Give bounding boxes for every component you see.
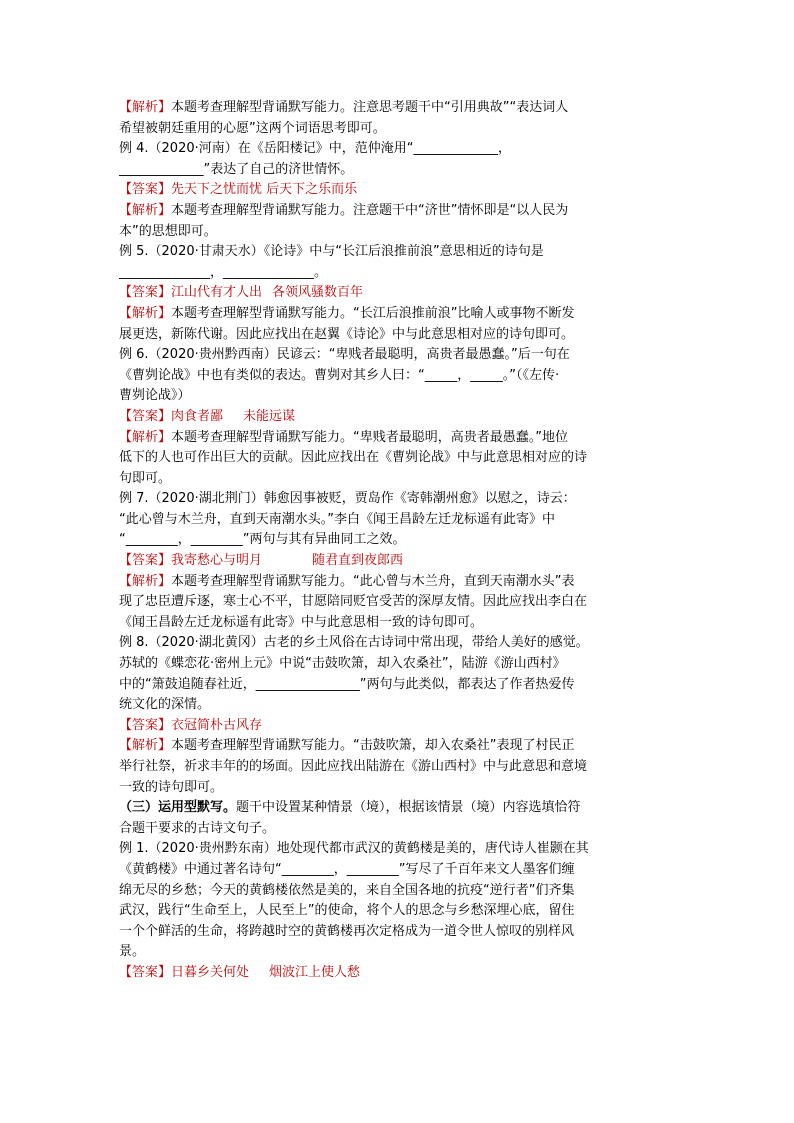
- line-text: 一个个鲜活的生命，将跨越时空的黄鹤楼再次定格成为一道令世人惊叹的别样风: [119, 923, 575, 939]
- answer-text: 江山代有才人出: [171, 285, 263, 301]
- answer-tag: 【答案】: [119, 408, 172, 424]
- analysis-tag: 【解析】: [119, 573, 172, 589]
- line-text: 合题干要求的古诗文句子。: [119, 820, 276, 836]
- line-text: 统文化的深情。: [119, 697, 211, 713]
- line-text: 现了忠臣遭斥逐，寒士心不平，甘愿陪同贬官受苦的深厚友情。因此应找出李白在: [119, 594, 588, 610]
- text-line: [119, 119, 679, 140]
- text-line: [119, 448, 679, 469]
- answer-text: 肉食者鄙: [171, 408, 224, 424]
- text-line: [119, 757, 679, 778]
- analysis-tag: 【解析】: [119, 202, 172, 218]
- text-line: [119, 530, 679, 551]
- section-heading: （三）运用型默写。: [119, 800, 237, 816]
- text-line: [119, 654, 679, 675]
- line-text: 《曹刿论战》中也有类似的表达。曹刿对其乡人曰：“_____，_____。”（《左传·: [119, 367, 560, 383]
- text-line: [119, 633, 679, 654]
- text-line: [119, 386, 679, 407]
- text-line: [119, 325, 679, 346]
- line-text: _____________”表达了自己的济世情怀。: [119, 161, 354, 177]
- line-text: 曹刿论战》）: [119, 388, 191, 404]
- line-text: 举行社祭，祈求丰年的的场面。因此应找出陆游在《游山西村》中与此意思和意境: [119, 759, 588, 774]
- line-text: 景。: [119, 944, 146, 960]
- line-text: 希望被朝廷重用的心愿”这两个词语思考即可。: [119, 120, 386, 136]
- line-text: 本题考查理解型背诵默写能力。注意题干中“济世”情怀即是“以人民为: [171, 202, 569, 218]
- answer-line: [119, 407, 679, 428]
- answer-tag: 【答案】: [119, 964, 172, 980]
- text-line: [119, 839, 679, 860]
- text-line: [119, 613, 679, 634]
- line-text: 《黄鹤楼》中通过著名诗句“________，________”写尽了千百年来文人墨客们缠: [119, 861, 575, 877]
- line-text: 展更迭，新陈代谢。因此应找出在赵翼《诗论》中与此意思相对应的诗句即可。: [119, 326, 575, 342]
- answer-text-2: 烟波江上使人愁: [269, 964, 361, 980]
- answer-tag: 【答案】: [119, 717, 172, 733]
- line-text: 中的“箫鼓追随春社近，________________”两句与此类似，都表达了作者热爱传: [119, 676, 575, 692]
- analysis-tag: 【解析】: [119, 305, 172, 321]
- answer-line: [119, 180, 679, 201]
- text-line: [119, 901, 679, 922]
- line-text: 本题考查理解型背诵默写能力。“卑贱者最聪明，高贵者最愚蠢。”地位: [171, 429, 568, 445]
- line-text: 例 1.（2020·贵州黔东南）地处现代都市武汉的黄鹤楼是美的，唐代诗人崔颢在其: [119, 841, 589, 857]
- line-text: 苏轼的《蝶恋花·密州上元》中说“击鼓吹箫，却入农桑社”，陆游《游山西村》: [119, 656, 566, 672]
- text-line: [119, 881, 679, 902]
- analysis-tag: 【解析】: [119, 738, 172, 754]
- text-line: [119, 695, 679, 716]
- line-text: 本题考查理解型背诵默写能力。注意思考题干中“引用典故”“表达词人: [171, 100, 569, 115]
- answer-line: [119, 716, 679, 737]
- line-text: 绵无尽的乡愁；今天的黄鹤楼依然是美的，来自全国各地的抗疫“逆行者”们齐集: [119, 882, 575, 898]
- answer-text: 先天下之忧而忧 后天下之乐而乐: [171, 182, 358, 198]
- text-line: [119, 98, 679, 119]
- line-text: 例 7.（2020·湖北荆门）韩愈因事被贬，贾岛作《寄韩潮州愈》以慰之，诗云：: [119, 491, 576, 507]
- text-line: [119, 222, 679, 243]
- answer-text: 衣冠简朴古风存: [171, 717, 263, 733]
- line-text: 句即可。: [119, 470, 172, 486]
- document-page: [119, 98, 679, 984]
- text-line: [119, 942, 679, 963]
- line-text: 例 8.（2020·湖北黄冈）古老的乡土风俗在古诗词中常出现，带给人美好的感觉。: [119, 635, 589, 651]
- text-line: [119, 489, 679, 510]
- text-line: [119, 510, 679, 531]
- answer-text: 日暮乡关何处: [171, 964, 250, 980]
- answer-text-2: 随君直到夜郎西: [312, 553, 404, 569]
- line-text: 例 5.（2020·甘肃天水）《论诗》中与“长江后浪推前浪”意思相近的诗句是: [119, 244, 544, 260]
- line-text: 例 4.（2020·河南）在《岳阳楼记》中，范仲淹用“_____________，: [119, 141, 511, 157]
- text-line: [119, 592, 679, 613]
- answer-line: [119, 283, 679, 304]
- answer-tag: 【答案】: [119, 182, 172, 198]
- line-text: 《闻王昌龄左迁龙标遥有此寄》中与此意思相一致的诗句即可。: [119, 614, 484, 630]
- answer-text: 我寄愁心与明月: [171, 553, 263, 569]
- line-text: 例 6.（2020·贵州黔西南）民谚云：“卑贱者最聪明，高贵者最愚蠢。”后一句在: [119, 347, 570, 363]
- line-text: 题干中设置某种情景（境），根据该情景（境）内容选填恰符: [236, 800, 581, 816]
- line-text: 本题考查理解型背诵默写能力。“此心曾与木兰舟，直到天南潮水头”表: [171, 573, 575, 589]
- text-line: [119, 469, 679, 490]
- line-text: 武汉，践行“生命至上，人民至上”的使命，将个人的思念与乡愁深埋心底，留住: [119, 903, 575, 919]
- line-text: 本题考查理解型背诵默写能力。“击鼓吹箫，却入农桑社”表现了村民正: [171, 738, 575, 754]
- text-line: [119, 242, 679, 263]
- text-line: [119, 201, 679, 222]
- line-text: 一致的诗句即可。: [119, 779, 224, 795]
- text-line: [119, 428, 679, 449]
- text-line: [119, 139, 679, 160]
- section-heading-line: [119, 798, 679, 819]
- text-line: [119, 675, 679, 696]
- line-text: 本”的思想即可。: [119, 223, 217, 239]
- text-line: [119, 304, 679, 325]
- answer-line: [119, 963, 679, 984]
- text-line: [119, 922, 679, 943]
- text-line: [119, 819, 679, 840]
- line-text: 本题考查理解型背诵默写能力。“长江后浪推前浪”比喻人或事物不断发: [171, 305, 575, 321]
- answer-line: [119, 551, 679, 572]
- line-text: ______________，______________。: [119, 264, 328, 280]
- answer-tag: 【答案】: [119, 285, 172, 301]
- line-text: “________，________”两句与其有异曲同工之效。: [119, 532, 406, 548]
- text-line: [119, 860, 679, 881]
- text-line: [119, 160, 679, 181]
- analysis-tag: 【解析】: [119, 429, 172, 445]
- line-text: “此心曾与木兰舟，直到天南潮水头。”李白《闻王昌龄左迁龙标遥有此寄》中: [119, 511, 555, 527]
- answer-text-2: 各领风骚数百年: [272, 285, 364, 301]
- text-line: [119, 263, 679, 284]
- text-line: [119, 345, 679, 366]
- text-line: [119, 366, 679, 387]
- text-line: [119, 736, 679, 757]
- text-line: [119, 572, 679, 593]
- analysis-tag: 【解析】: [119, 100, 172, 115]
- answer-tag: 【答案】: [119, 553, 172, 569]
- line-text: 低下的人也可作出巨大的贡献。因此应找出在《曹刿论战》中与此意思相对应的诗: [119, 450, 588, 466]
- answer-text-2: 未能远谋: [243, 408, 296, 424]
- text-line: [119, 778, 679, 799]
